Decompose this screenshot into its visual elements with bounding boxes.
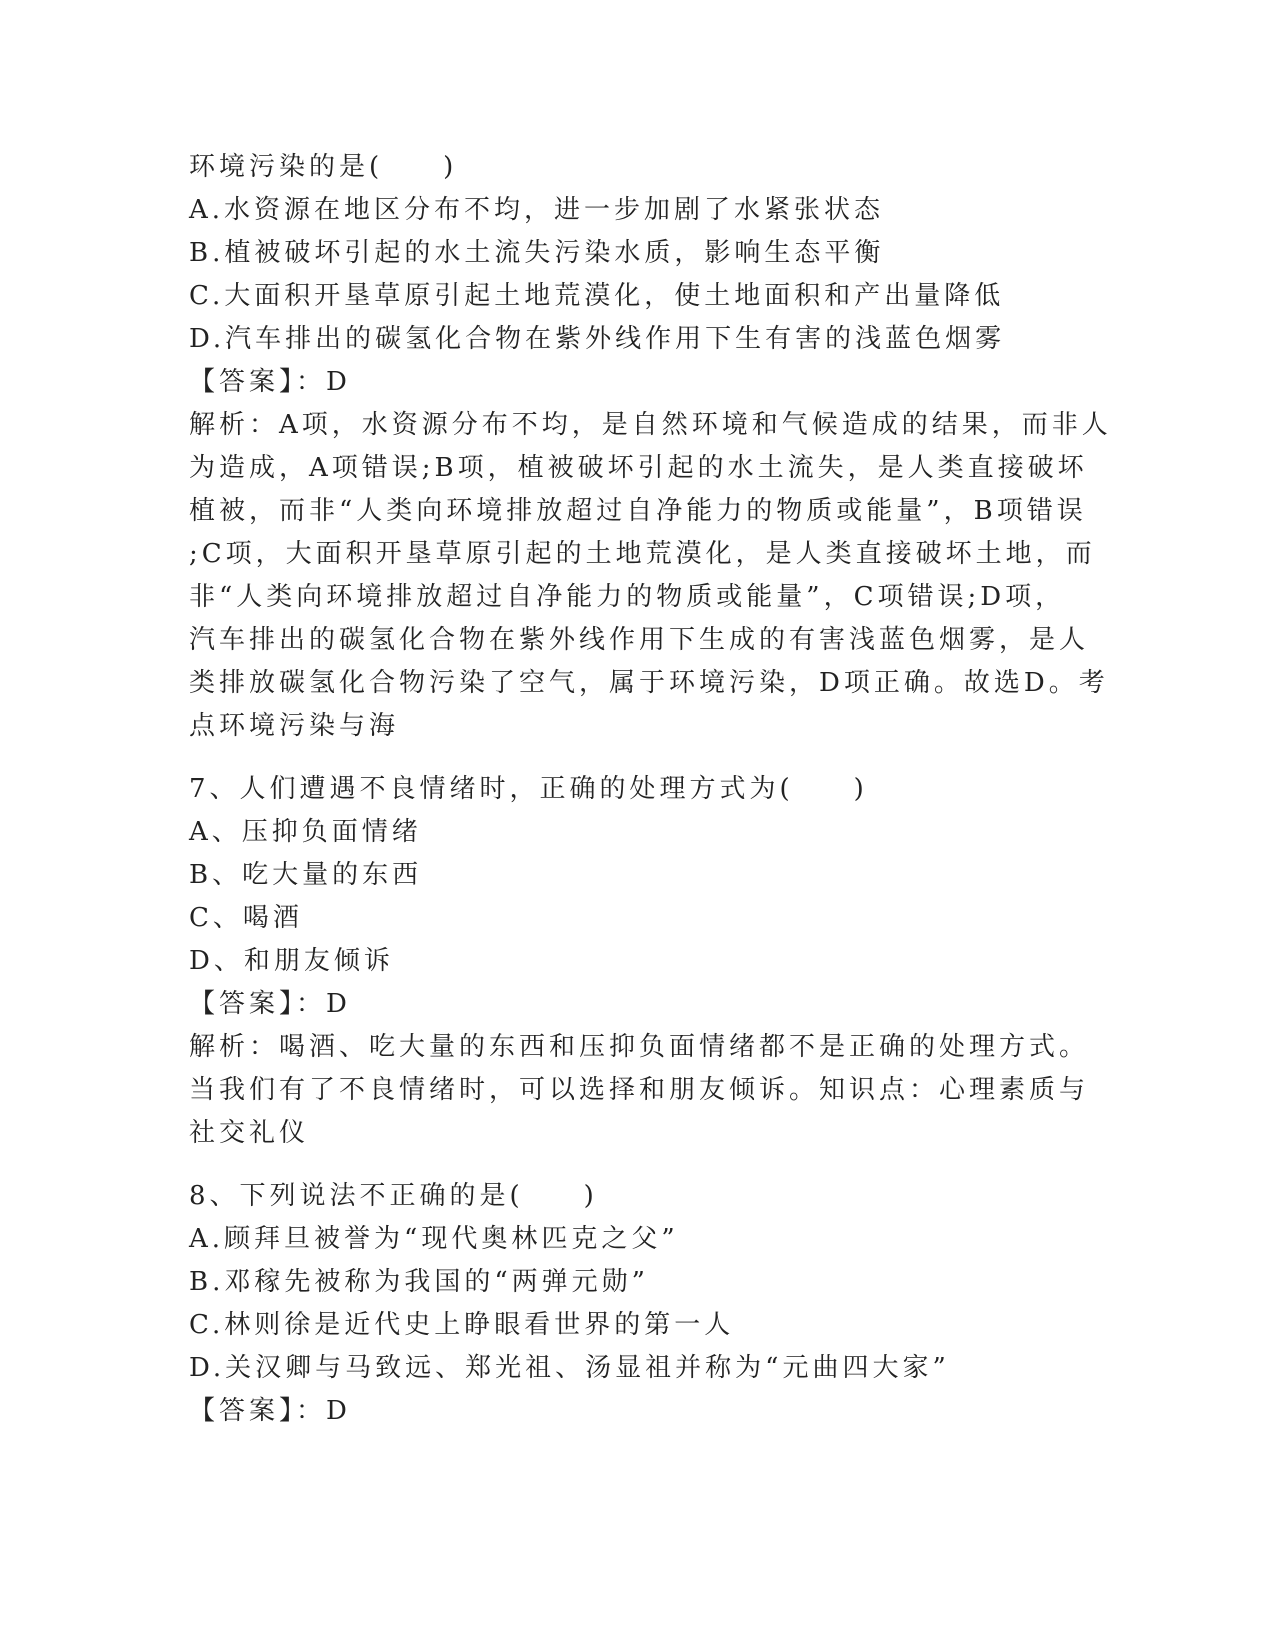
- question-6: [189, 146, 1112, 748]
- question-stem: 7、人们遭遇不良情绪时，正确的处理方式为( ): [189, 774, 868, 804]
- question-8: [189, 1175, 1089, 1433]
- analysis-line: 点环境污染与海: [189, 711, 400, 741]
- analysis-line: 当我们有了不良情绪时，可以选择和朋友倾诉。知识点：心理素质与: [189, 1075, 1090, 1105]
- analysis-line: 为造成，A项错误;B项，植被破坏引起的水土流失，是人类直接破坏: [189, 453, 1088, 483]
- option-a: A.顾拜旦被誉为“现代奥林匹克之父”: [189, 1224, 679, 1254]
- answer-line: 【答案】：D: [189, 1396, 351, 1426]
- analysis-line: 类排放碳氢化合物污染了空气，属于环境污染，D项正确。故选D。考: [189, 668, 1109, 698]
- analysis-line: 解析：喝酒、吃大量的东西和压抑负面情绪都不是正确的处理方式。: [189, 1032, 1090, 1062]
- analysis-line: 汽车排出的碳氢化合物在紫外线作用下生成的有害浅蓝色烟雾，是人: [189, 625, 1090, 655]
- analysis-line: 非“人类向环境排放超过自净能力的物质或能量”，C项错误;D项，: [189, 582, 1066, 612]
- option-b: B、吃大量的东西: [189, 860, 423, 890]
- analysis-line: 解析：A项，水资源分布不均，是自然环境和气候造成的结果，而非人: [189, 410, 1112, 440]
- spacer: [189, 1155, 1089, 1175]
- option-d: D.关汉卿与马致远、郑光祖、汤显祖并称为“元曲四大家”: [189, 1353, 950, 1383]
- analysis-line: ;C项，大面积开垦草原引起的土地荒漠化，是人类直接破坏土地，而: [189, 539, 1096, 569]
- option-d: D、和朋友倾诉: [189, 946, 394, 976]
- option-b: B.植被破坏引起的水土流失污染水质，影响生态平衡: [189, 238, 885, 268]
- analysis-line: 植被，而非“人类向环境排放超过自净能力的物质或能量”，B项错误: [189, 496, 1087, 526]
- document-body: [189, 146, 1112, 1433]
- option-c: C.大面积开垦草原引起土地荒漠化，使土地面积和产出量降低: [189, 281, 1005, 311]
- answer-line: 【答案】：D: [189, 367, 351, 397]
- question-7: [189, 768, 1089, 1155]
- option-c: C、喝酒: [189, 903, 303, 933]
- analysis-line: 社交礼仪: [189, 1118, 310, 1148]
- spacer: [189, 748, 1089, 768]
- question-stem: 8、下列说法不正确的是( ): [189, 1181, 598, 1211]
- question-stem: 环境污染的是( ): [189, 152, 458, 182]
- option-c: C.林则徐是近代史上睁眼看世界的第一人: [189, 1310, 735, 1340]
- option-b: B.邓稼先被称为我国的“两弹元勋”: [189, 1267, 649, 1297]
- answer-line: 【答案】：D: [189, 989, 351, 1019]
- option-d: D.汽车排出的碳氢化合物在紫外线作用下生有害的浅蓝色烟雾: [189, 324, 1006, 354]
- option-a: A、压抑负面情绪: [189, 817, 422, 847]
- option-a: A.水资源在地区分布不均，进一步加剧了水紧张状态: [189, 195, 885, 225]
